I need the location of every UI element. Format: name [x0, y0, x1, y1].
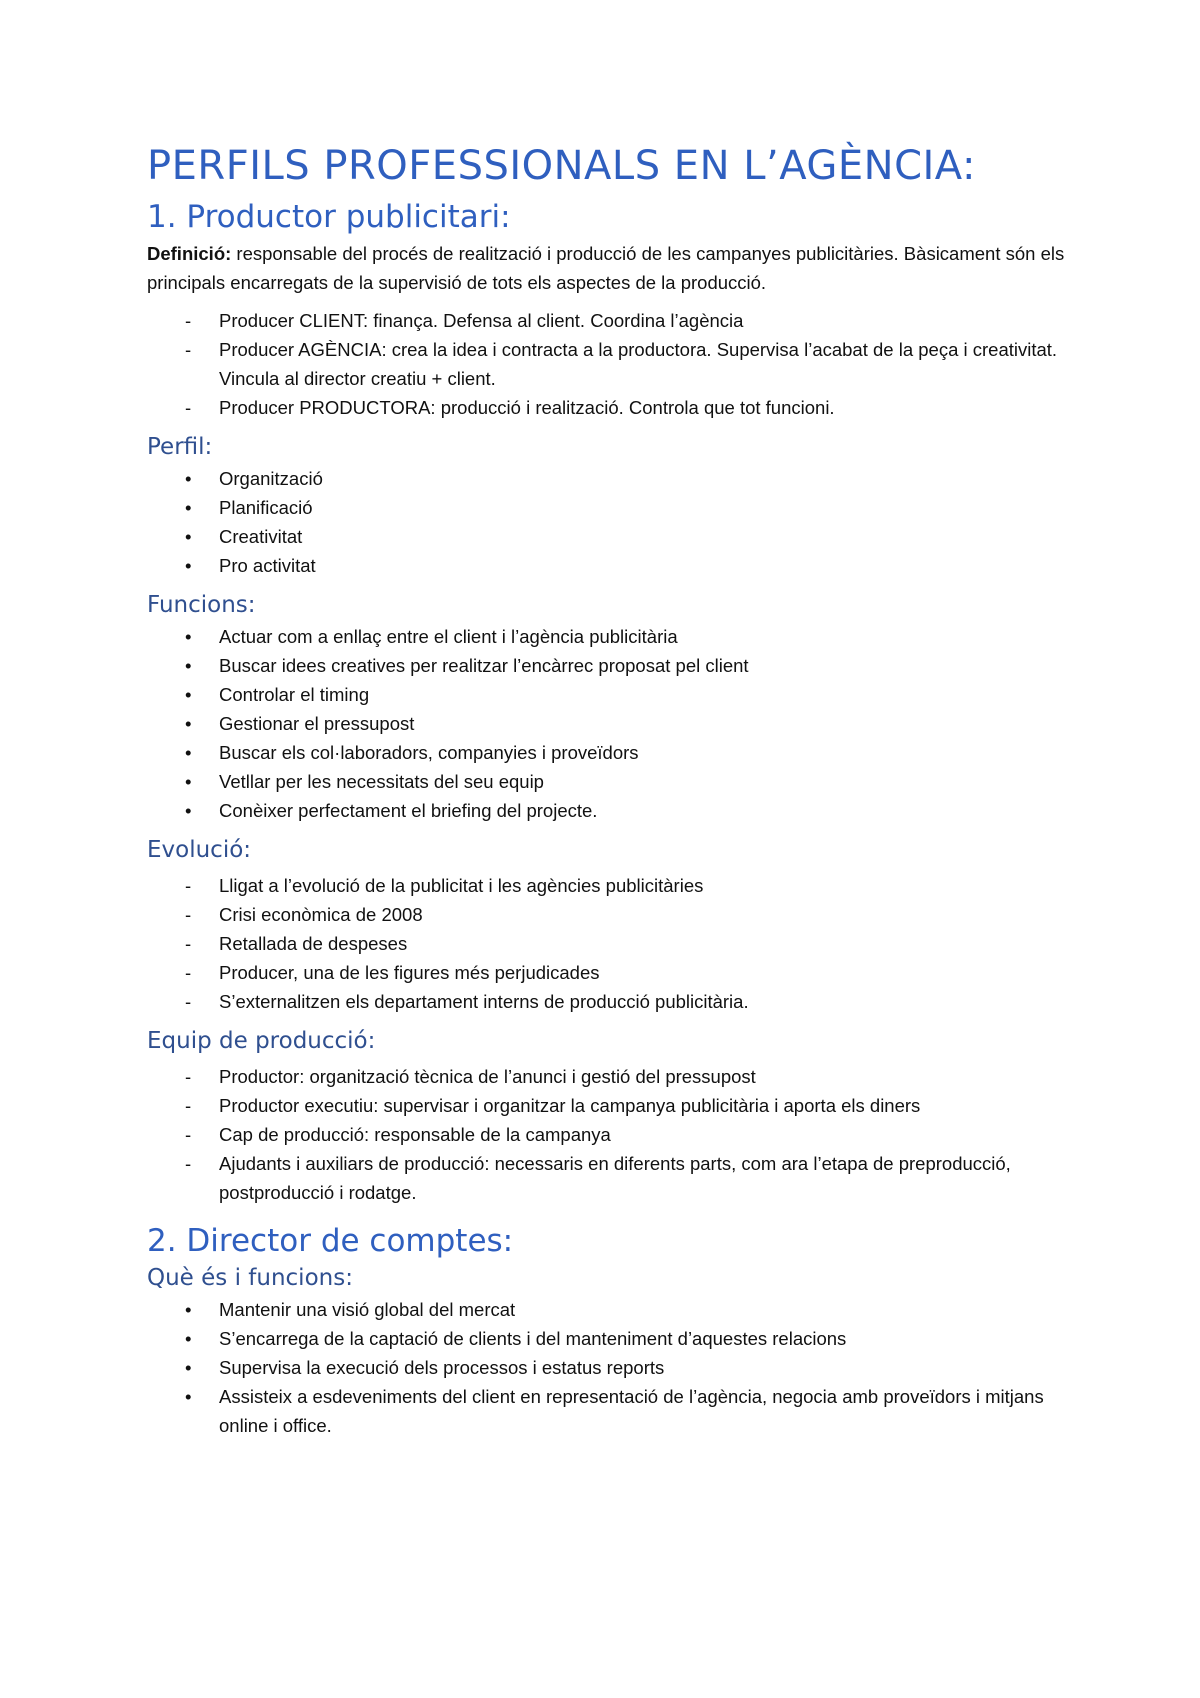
list-item — [147, 1324, 1067, 1353]
bullet-icon: • — [185, 684, 192, 705]
list-item-text: Producer CLIENT: finança. Defensa al client. Coordina l’agència — [219, 310, 744, 331]
list-item-text: S’externalitzen els departament interns de producció publicitària. — [219, 991, 749, 1012]
perfil-heading: Perfil: — [147, 434, 213, 460]
bullet-icon: • — [185, 526, 192, 547]
list-item — [147, 464, 1067, 493]
list-item — [147, 1120, 1067, 1149]
bullet-icon: • — [185, 713, 192, 734]
list-item — [147, 306, 1067, 335]
list-item — [147, 929, 1067, 958]
bullet-icon: • — [185, 771, 192, 792]
list-item — [147, 987, 1067, 1016]
bullet-icon: • — [185, 1386, 192, 1407]
equip-heading: Equip de producció: — [147, 1028, 376, 1054]
list-item-text: S’encarrega de la captació de clients i del manteniment d’aquestes relacions — [219, 1328, 847, 1349]
list-item-text: Organització — [219, 468, 323, 489]
document-page — [147, 140, 1067, 1442]
list-item — [147, 1091, 1067, 1120]
bullet-icon: • — [185, 1299, 192, 1320]
list-item-text: Producer, una de les figures més perjudicades — [219, 962, 600, 983]
list-item — [147, 1382, 1067, 1440]
list-item-text: Productor: organització tècnica de l’anunci i gestió del pressupost — [219, 1066, 756, 1087]
dash-icon: - — [185, 991, 192, 1012]
dash-icon: - — [185, 962, 192, 983]
dash-icon: - — [185, 310, 192, 331]
bullet-icon: • — [185, 1357, 192, 1378]
list-item — [147, 709, 1067, 738]
list-item-text: Cap de producció: responsable de la campanya — [219, 1124, 611, 1145]
dash-icon: - — [185, 1124, 192, 1145]
list-item — [147, 900, 1067, 929]
bullet-icon: • — [185, 497, 192, 518]
list-item-text: Supervisa la execució dels processos i estatus reports — [219, 1357, 665, 1378]
list-item — [147, 1062, 1067, 1091]
list-item-text: Planificació — [219, 497, 313, 518]
list-item — [147, 738, 1067, 767]
list-item — [147, 680, 1067, 709]
list-item-text: Mantenir una visió global del mercat — [219, 1299, 516, 1320]
dash-icon: - — [185, 397, 192, 418]
list-item-text: Conèixer perfectament el briefing del projecte. — [219, 800, 598, 821]
list-item-text: Productor executiu: supervisar i organitzar la campanya publicitària i aporta els diners — [219, 1095, 921, 1116]
bullet-icon: • — [185, 800, 192, 821]
list-item — [147, 651, 1067, 680]
list-item-text: Buscar els col·laboradors, companyies i proveïdors — [219, 742, 639, 763]
definition-text: responsable del procés de realització i producció de les campanyes publicitàries. Bàsicament són els principals encarregats de la supervisió de tots els aspectes de la producció. — [147, 243, 1065, 293]
list-item — [147, 767, 1067, 796]
list-item — [147, 1353, 1067, 1382]
que-heading: Què és i funcions: — [147, 1265, 353, 1291]
bullet-icon: • — [185, 655, 192, 676]
list-item-text: Gestionar el pressupost — [219, 713, 415, 734]
dash-icon: - — [185, 875, 192, 896]
evolucio-heading: Evolució: — [147, 837, 252, 863]
definition-label: Definició: — [147, 243, 232, 264]
list-item — [147, 871, 1067, 900]
evolucio-list — [147, 871, 1067, 1016]
list-item — [147, 335, 1067, 393]
dash-icon: - — [185, 1153, 192, 1174]
que-list — [147, 1295, 1067, 1440]
dash-icon: - — [185, 1066, 192, 1087]
bullet-icon: • — [185, 468, 192, 489]
list-item-text: Crisi econòmica de 2008 — [219, 904, 423, 925]
list-item-text: Creativitat — [219, 526, 303, 547]
list-item-text: Buscar idees creatives per realitzar l’encàrrec proposat pel client — [219, 655, 749, 676]
bullet-icon: • — [185, 1328, 192, 1349]
definition-paragraph — [147, 239, 1067, 297]
section2-heading: 2. Director de comptes: — [147, 1223, 514, 1259]
list-item — [147, 622, 1067, 651]
list-item-text: Ajudants i auxiliars de producció: necessaris en diferents parts, com ara l’etapa de preproducció, postproducció i rodatge. — [219, 1153, 1011, 1203]
perfil-list — [147, 464, 1067, 580]
dash-icon: - — [185, 904, 192, 925]
bullet-icon: • — [185, 626, 192, 647]
list-item — [147, 958, 1067, 987]
dash-icon: - — [185, 933, 192, 954]
list-item-text: Assisteix a esdeveniments del client en representació de l’agència, negocia amb proveïdors i mitjans online i office. — [219, 1386, 1044, 1436]
dash-icon: - — [185, 339, 192, 360]
list-item — [147, 551, 1067, 580]
list-item — [147, 796, 1067, 825]
list-item-text: Lligat a l’evolució de la publicitat i les agències publicitàries — [219, 875, 704, 896]
producers-list — [147, 306, 1067, 422]
document-title: PERFILS PROFESSIONALS EN L’AGÈNCIA: — [147, 143, 976, 189]
section1-heading: 1. Productor publicitari: — [147, 199, 511, 235]
list-item-text: Producer AGÈNCIA: crea la idea i contracta a la productora. Supervisa l’acabat de la peça i creativitat. Vincula al director creatiu + client. — [219, 339, 1058, 389]
bullet-icon: • — [185, 555, 192, 576]
list-item-text: Retallada de despeses — [219, 933, 408, 954]
list-item — [147, 1149, 1067, 1207]
list-item-text: Controlar el timing — [219, 684, 370, 705]
bullet-icon: • — [185, 742, 192, 763]
list-item — [147, 522, 1067, 551]
list-item — [147, 393, 1067, 422]
list-item — [147, 1295, 1067, 1324]
list-item-text: Pro activitat — [219, 555, 316, 576]
list-item — [147, 493, 1067, 522]
funcions-heading: Funcions: — [147, 592, 256, 618]
funcions-list — [147, 622, 1067, 825]
list-item-text: Actuar com a enllaç entre el client i l’agència publicitària — [219, 626, 678, 647]
list-item-text: Vetllar per les necessitats del seu equip — [219, 771, 544, 792]
dash-icon: - — [185, 1095, 192, 1116]
list-item-text: Producer PRODUCTORA: producció i realització. Controla que tot funcioni. — [219, 397, 835, 418]
equip-list — [147, 1062, 1067, 1207]
